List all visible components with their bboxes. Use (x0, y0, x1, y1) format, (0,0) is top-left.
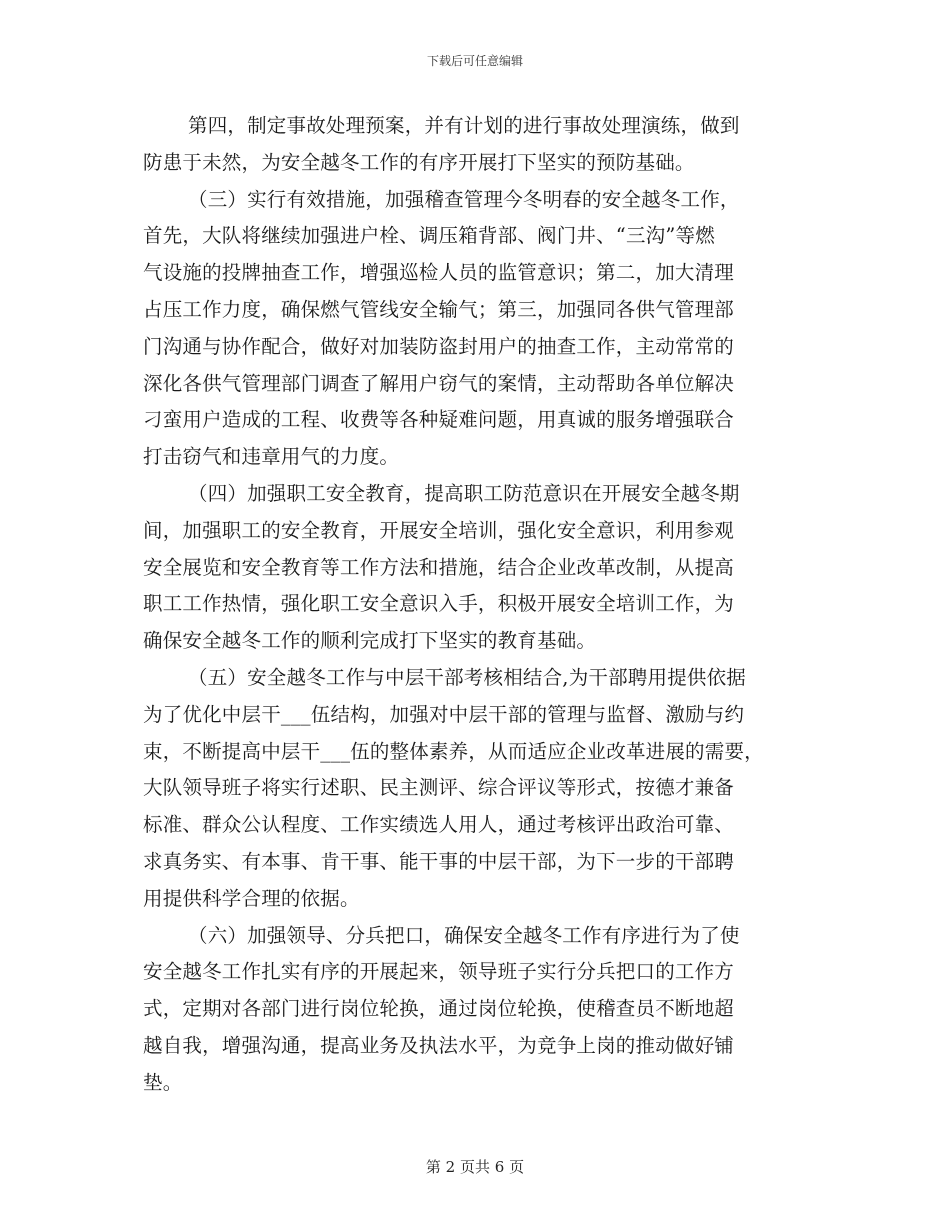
text-line: （四）加强职工安全教育，提高职工防范意识在开展安全越冬期 (188, 481, 740, 505)
paragraph-section-6 (143, 918, 823, 1102)
text-line: 间，加强职工的安全教育，开展安全培训，强化安全意识，利用参观 (143, 518, 735, 542)
text-line: （五）安全越冬工作与中层干部考核相结合,为干部聘用提供依据 (188, 665, 746, 689)
text-line: 大队领导班子将实行述职、民主测评、综合评议等形式，按德才兼备 (143, 776, 735, 800)
paragraph-item-4 (143, 108, 823, 182)
text-line: 求真务实、有本事、肯干事、能干事的中层干部，为下一步的干部聘 (143, 849, 735, 873)
paragraph-section-4 (143, 476, 823, 660)
text-line: 式，定期对各部门进行岗位轮换，通过岗位轮换，使稽查员不断地超 (143, 997, 735, 1021)
text-line: 刁蛮用户造成的工程、收费等各种疑难问题，用真诚的服务增强联合 (143, 408, 735, 432)
text-line: 束，不断提高中层干___伍的整体素养，从而适应企业改革进展的需要， (143, 739, 764, 763)
text-line: 打击窃气和违章用气的力度。 (143, 445, 400, 469)
text-line: 安全展览和安全教育等工作方法和措施，结合企业改革改制，从提高 (143, 555, 735, 579)
text-line: 职工工作热情，强化职工安全意识入手，积极开展安全培训工作，为 (143, 592, 735, 616)
text-line: 深化各供气管理部门调查了解用户窃气的案情，主动帮助各单位解决 (143, 371, 735, 395)
text-line: 门沟通与协作配合，做好对加装防盗封用户的抽查工作，主动常常的 (143, 334, 735, 358)
page-header: 下载后可任意编辑 (426, 54, 523, 68)
document-body (143, 108, 823, 1102)
text-line: 确保安全越冬工作的顺利完成打下坚实的教育基础。 (143, 629, 597, 653)
text-line: （三）实行有效措施，加强稽查管理今冬明春的安全越冬工作， (188, 187, 740, 211)
text-line: 占压工作力度，确保燃气管线安全输气；第三，加强同各供气管理部 (143, 297, 735, 321)
text-line: 为了优化中层干___伍结构，加强对中层干部的管理与监督、激励与约 (143, 702, 745, 726)
page-number-footer: 第 2 页共 6 页 (425, 1158, 525, 1176)
text-line: 防患于未然，为安全越冬工作的有序开展打下坚实的预防基础。 (143, 150, 695, 174)
paragraph-section-5 (143, 660, 823, 918)
text-line: 安全越冬工作扎实有序的开展起来，领导班子实行分兵把口的工作方 (143, 960, 735, 984)
text-line: 第四，制定事故处理预案，并有计划的进行事故处理演练，做到 (188, 114, 740, 137)
text-line: 越自我，增强沟通，提高业务及执法水平，为竞争上岗的推动做好铺 (143, 1033, 735, 1057)
paragraph-section-3 (143, 182, 823, 476)
text-line: 用提供科学合理的依据。 (143, 886, 360, 910)
text-line: （六）加强领导、分兵把口，确保安全越冬工作有序进行为了使 (188, 923, 740, 947)
text-line: 标准、群众公认程度、工作实绩选人用人，通过考核评出政治可靠、 (143, 813, 735, 837)
text-line: 首先，大队将继续加强进户栓、调压箱背部、阀门井、“三沟”等燃 (143, 224, 715, 248)
text-line: 垫。 (143, 1070, 183, 1094)
text-line: 气设施的投牌抽查工作，增强巡检人员的监管意识；第二，加大清理 (143, 261, 735, 285)
